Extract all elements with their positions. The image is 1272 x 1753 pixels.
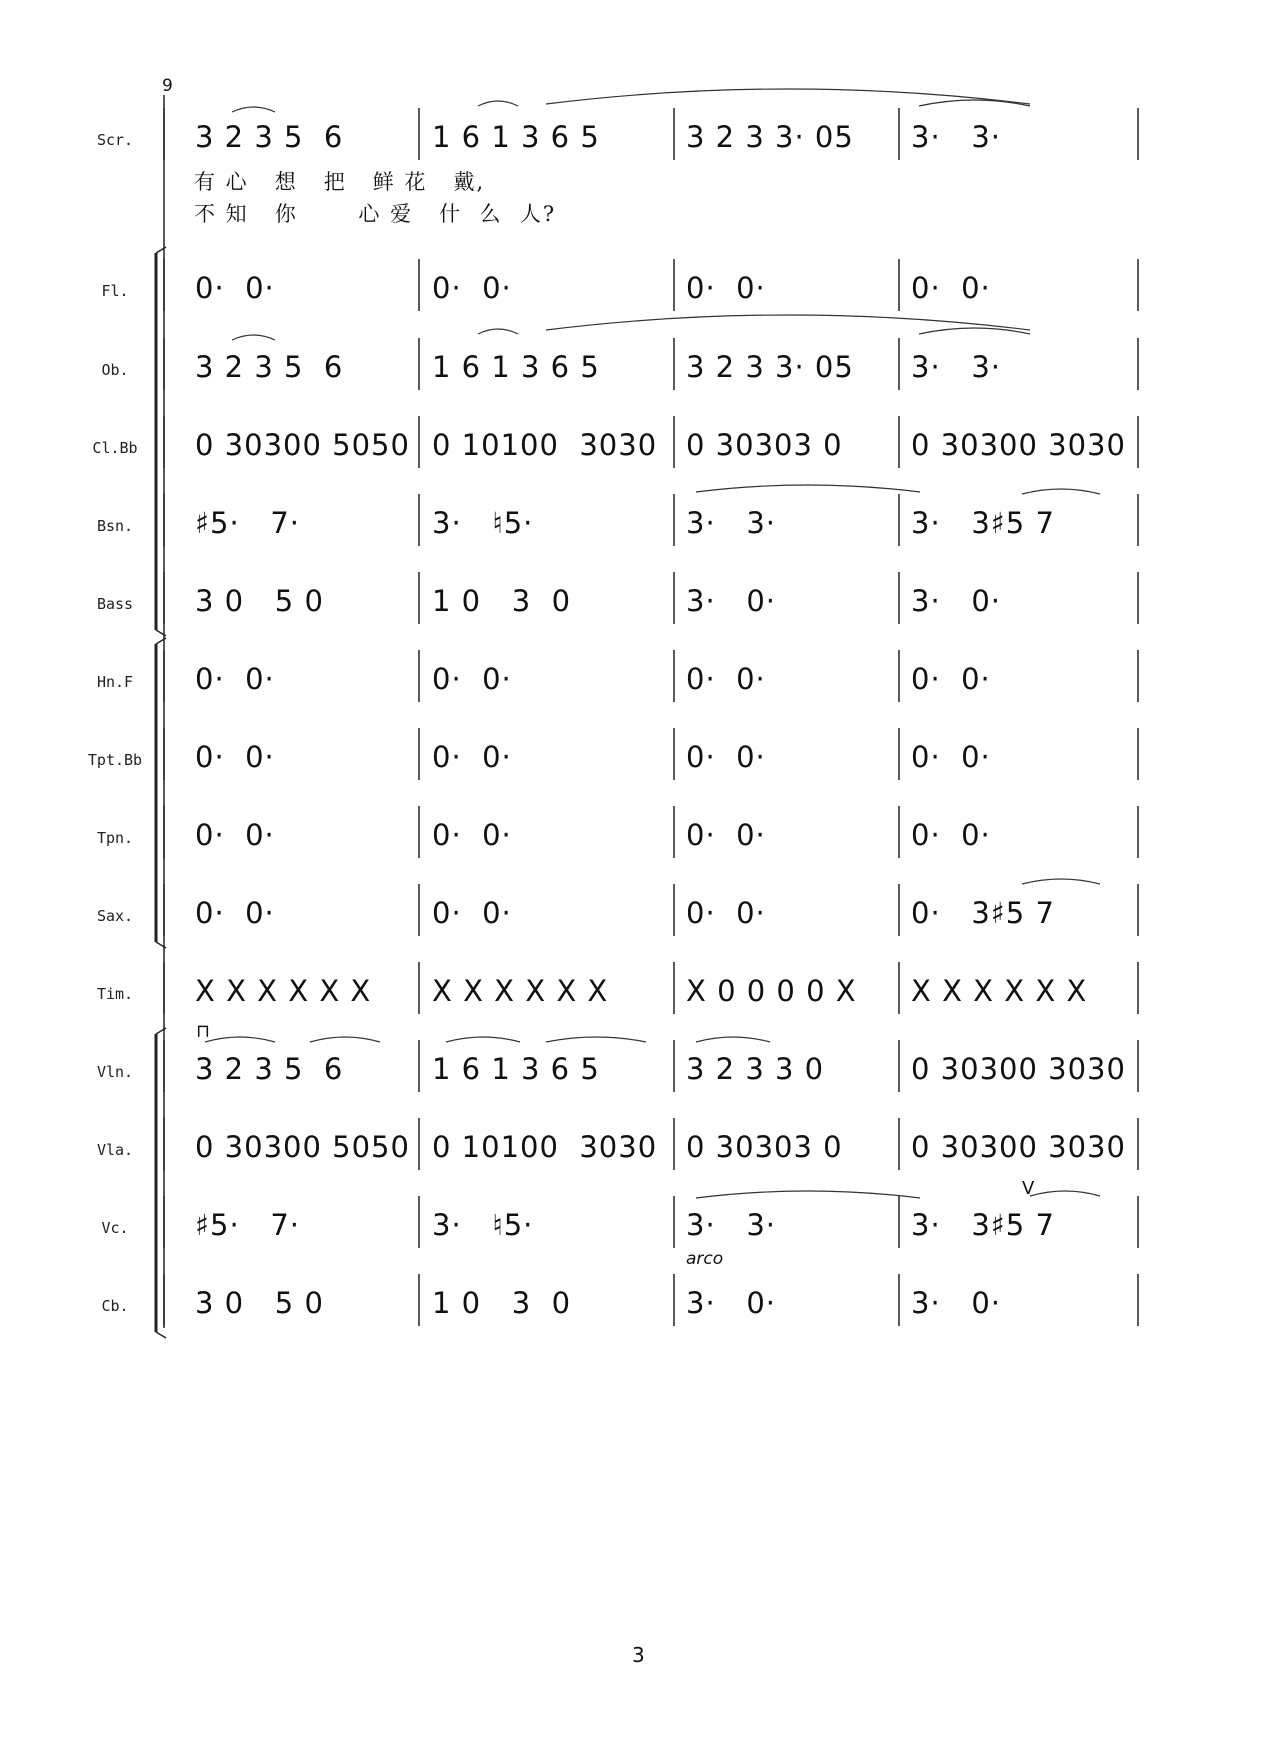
measure-notation: X X X X X X: [432, 974, 609, 1008]
measure-notation: 3 2 3 3 0: [686, 1052, 825, 1086]
measure-notation: 0· 0·: [432, 896, 512, 930]
slur: [696, 485, 920, 492]
slur: [478, 101, 518, 106]
measure-notation: 3· 3♯5 7: [911, 506, 1055, 540]
measure-notation: 1 6 1 3 6 5: [432, 120, 600, 154]
measure-notation: 3· 3·: [911, 350, 1001, 384]
measure-notation: X X X X X X: [911, 974, 1088, 1008]
measure-notation: 0· 0·: [195, 740, 275, 774]
slur: [919, 100, 1030, 106]
measure-notation: 0· 0·: [432, 662, 512, 696]
measure-notation: 3 2 3 3· 05: [686, 350, 854, 384]
slur: [1022, 879, 1100, 884]
slur: [546, 1037, 646, 1042]
instrument-label: Bass: [96, 595, 134, 613]
instrument-label: Fl.: [101, 282, 129, 300]
slur: [478, 329, 518, 334]
page-number: 3: [632, 1643, 645, 1667]
measure-notation: 0· 0·: [686, 271, 766, 305]
measure-notation: 3· 3·: [686, 506, 776, 540]
slur: [546, 89, 1030, 104]
measure-notation: 3· 0·: [911, 1286, 1001, 1320]
measure-notation: 3· 0·: [686, 584, 776, 618]
measure-notation: 1 6 1 3 6 5: [432, 350, 600, 384]
slur: [232, 107, 275, 112]
measure-notation: 0 30300 3030: [911, 1130, 1126, 1164]
measure-notation: 0· 0·: [686, 662, 766, 696]
measure-notation: 3· ♮5·: [432, 1208, 534, 1242]
measure-notation: 3 2 3 3· 05: [686, 120, 854, 154]
down-bow-icon: ⊓: [196, 1021, 211, 1042]
measure-notation: 3 0 5 0: [195, 1286, 324, 1320]
measure-notation: 0· 0·: [911, 662, 991, 696]
slur: [1022, 489, 1100, 494]
measure-notation: 0 10100 3030: [432, 1130, 658, 1164]
measure-notation: 0· 0·: [911, 271, 991, 305]
measure-notation: 0· 0·: [686, 740, 766, 774]
slur: [310, 1037, 380, 1042]
instrument-label: Ob.: [101, 361, 129, 379]
instrument-label: Vln.: [96, 1063, 134, 1081]
measure-notation: 0· 0·: [432, 818, 512, 852]
instrument-label: Cb.: [101, 1297, 129, 1315]
measure-notation: 0 30300 3030: [911, 1052, 1126, 1086]
measure-notation: 1 0 3 0: [432, 1286, 572, 1320]
slur: [546, 315, 1030, 330]
measure-notation: 0· 0·: [195, 662, 275, 696]
measure-notation: ♯5· 7·: [195, 506, 301, 540]
measure-notation: 0 30303 0: [686, 428, 843, 462]
measure-notation: 0 30300 3030: [911, 428, 1126, 462]
lyric-line-1: 有 心 想 把 鲜 花 戴,: [194, 170, 486, 194]
measure-notation: 1 0 3 0: [432, 584, 572, 618]
slur: [205, 1037, 275, 1042]
measure-notation: 3 2 3 5 6: [195, 1052, 344, 1086]
measure-notation: X 0 0 0 0 X: [686, 974, 857, 1008]
measure-notation: 0· 0·: [686, 896, 766, 930]
measure-notation: 0 30300 5050: [195, 1130, 410, 1164]
measure-notation: 0· 0·: [195, 896, 275, 930]
measure-notation: 0· 0·: [432, 740, 512, 774]
instrument-label: Vla.: [96, 1141, 134, 1159]
measure-notation: 0· 0·: [195, 271, 275, 305]
measure-notation: 3 0 5 0: [195, 584, 324, 618]
slur: [232, 335, 275, 340]
measure-notation: 1 6 1 3 6 5: [432, 1052, 600, 1086]
instrument-label: Hn.F: [96, 673, 134, 691]
measure-notation: ♯5· 7·: [195, 1208, 301, 1242]
up-bow-icon: V: [1022, 1178, 1035, 1199]
lyric-line-2: 不 知 你 心 爱 什 么 人?: [194, 202, 557, 226]
measure-notation: X X X X X X: [195, 974, 372, 1008]
measure-notation: 3 2 3 5 6: [195, 120, 344, 154]
measure-notation: 3 2 3 5 6: [195, 350, 344, 384]
slur: [696, 1191, 920, 1198]
instrument-label: Scr.: [96, 131, 134, 149]
measure-notation: 0· 0·: [432, 271, 512, 305]
measure-notation: 3· 3♯5 7: [911, 1208, 1055, 1242]
instrument-label: Vc.: [101, 1219, 129, 1237]
measure-notation: 0· 0·: [686, 818, 766, 852]
instrument-label: Tim.: [96, 985, 134, 1003]
measure-notation: 3· ♮5·: [432, 506, 534, 540]
measure-notation: 3· 0·: [686, 1286, 776, 1320]
instrument-label: Cl.Bb: [92, 439, 138, 457]
measure-notation: 0· 3♯5 7: [911, 896, 1055, 930]
slur: [696, 1037, 770, 1042]
measure-notation: 0· 0·: [911, 740, 991, 774]
measure-notation: 3· 3·: [686, 1208, 776, 1242]
measure-notation: 0 30303 0: [686, 1130, 843, 1164]
instrument-label: Bsn.: [96, 517, 134, 535]
instrument-label: Sax.: [96, 907, 134, 925]
slur: [919, 328, 1030, 334]
instrument-label: Tpt.Bb: [87, 751, 143, 769]
measure-notation: 0· 0·: [195, 818, 275, 852]
measure-notation: 0· 0·: [911, 818, 991, 852]
slur: [1030, 1191, 1100, 1196]
instrument-label: Tpn.: [96, 829, 134, 847]
slur: [446, 1037, 520, 1042]
measure-notation: 0 30300 5050: [195, 428, 410, 462]
arco-marking: arco: [686, 1249, 724, 1269]
bracket-cap: [156, 1332, 166, 1338]
measure-number: 9: [162, 76, 173, 96]
measure-notation: 3· 0·: [911, 584, 1001, 618]
measure-notation: 3· 3·: [911, 120, 1001, 154]
measure-notation: 0 10100 3030: [432, 428, 658, 462]
